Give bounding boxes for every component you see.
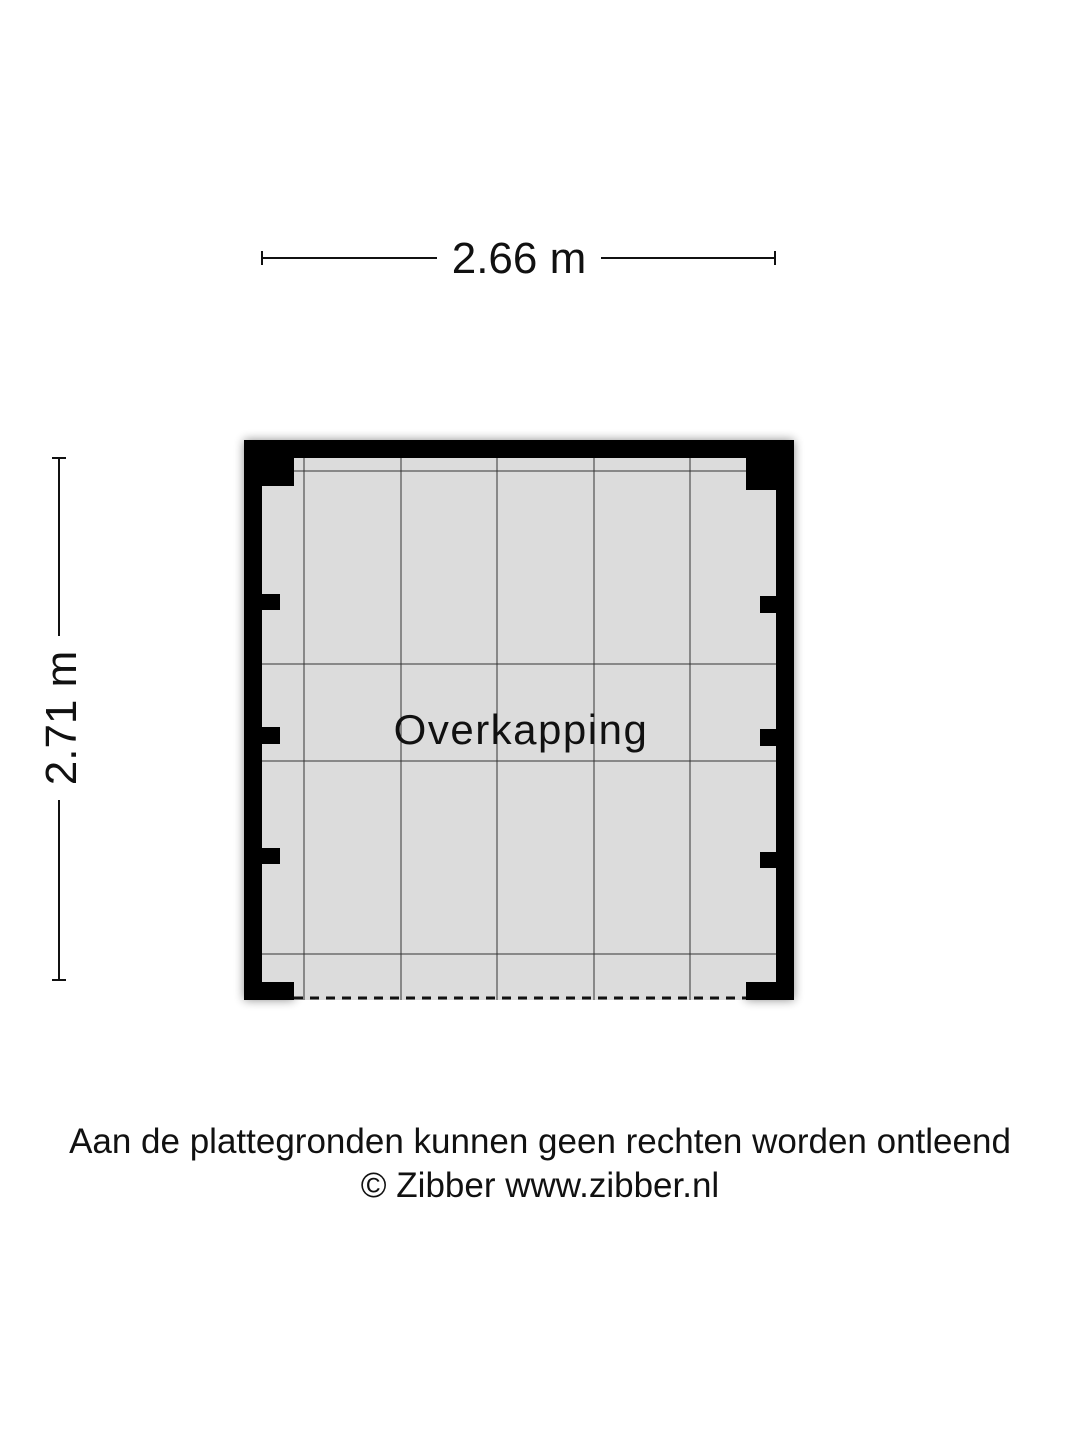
height-dimension <box>37 458 86 980</box>
wall-post-right-2 <box>760 729 776 746</box>
width-dimension <box>262 234 775 283</box>
width-dimension-label: 2.66 m <box>451 234 587 283</box>
corner-post-top-left <box>262 458 294 486</box>
copyright-text: © Zibber www.zibber.nl <box>360 1166 720 1205</box>
room-overkapping <box>244 440 794 1000</box>
wall-post-left-1 <box>262 594 280 610</box>
height-dimension-label: 2.71 m <box>37 650 86 786</box>
disclaimer-text: Aan de plattegronden kunnen geen rechten worden ontleend <box>69 1122 1011 1161</box>
wall-post-left-3 <box>262 848 280 864</box>
wall-post-left-2 <box>262 727 280 744</box>
room-label: Overkapping <box>393 706 649 753</box>
corner-post-top-right <box>746 458 776 490</box>
wall-post-right-3 <box>760 852 776 868</box>
wall-post-right-1 <box>760 596 776 613</box>
